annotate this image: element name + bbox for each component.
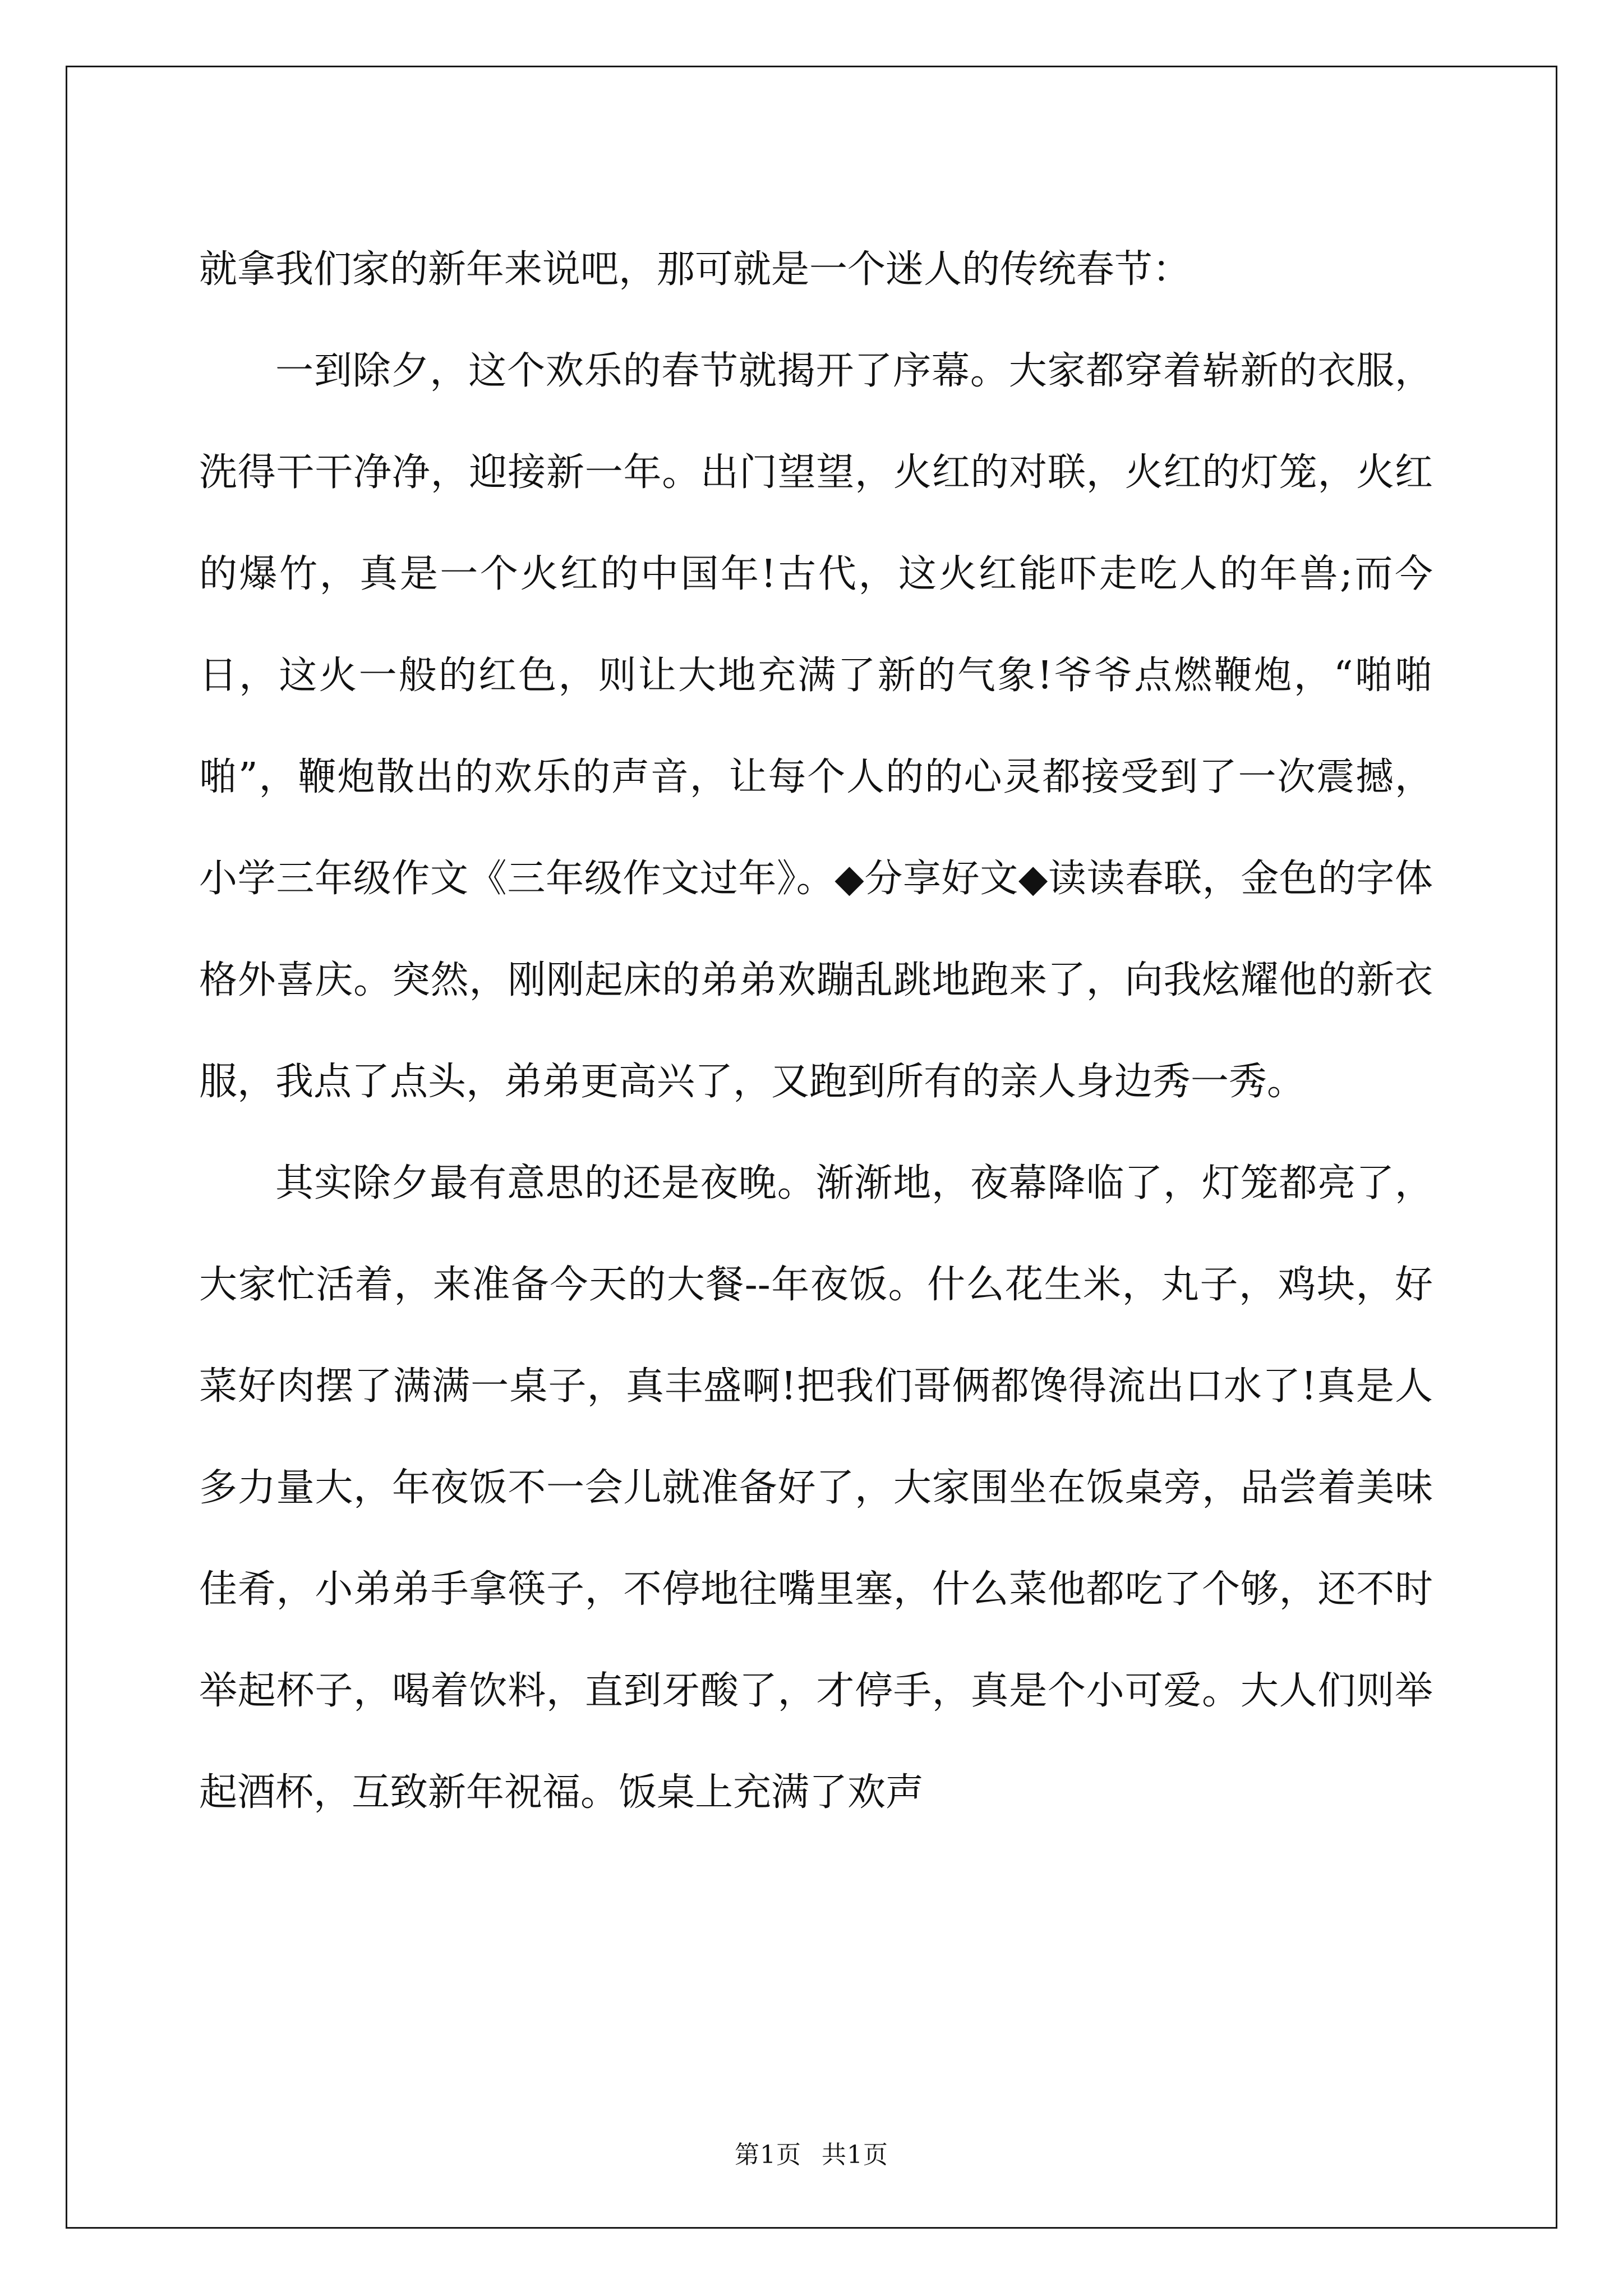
paragraph-2: 一到除夕，这个欢乐的春节就揭开了序幕。大家都穿着崭新的衣服，洗得干干净净，迎接新一年。出门望望，火红的对联，火红的灯笼，火红的爆竹，真是一个火红的中国年!古代，这火红能吓走吃人的年兽;而今日，这火一般的红色，则让大地充满了新的气象!爷爷点燃鞭炮，“啪啪啪”，鞭炮散出的欢乐的声音，让每个人的的心灵都接受到了一次震撼，小学三年级作文《三年级作文过年》。◆分享好文◆读读春联，金色的字体格外喜庆。突然，刚刚起床的弟弟欢蹦乱跳地跑来了，向我炫耀他的新衣服，我点了点头，弟弟更高兴了，又跑到所有的亲人身边秀一秀。 — [199, 349, 1433, 1104]
paragraph-1: 就拿我们家的新年来说吧，那可就是一个迷人的传统春节： — [199, 247, 1191, 292]
page-total: 共1页 — [822, 2141, 888, 2169]
document-body — [199, 219, 1433, 1843]
page-number: 第1页 — [735, 2141, 801, 2169]
paragraph-3: 其实除夕最有意思的还是夜晚。渐渐地，夜幕降临了，灯笼都亮了，大家忙活着，来准备今天的大餐--年夜饭。什么花生米，丸子，鸡块，好菜好肉摆了满满一桌子，真丰盛啊!把我们哥俩都馋得流出口水了!真是人多力量大，年夜饭不一会儿就准备好了，大家围坐在饭桌旁，品尝着美味佳肴，小弟弟手拿筷子，不停地往嘴里塞，什么菜他都吃了个够，还不时举起杯子，喝着饮料，直到牙酸了，才停手，真是个小可爱。大人们则举起酒杯，互致新年祝福。饭桌上充满了欢声 — [199, 1161, 1433, 1815]
page-footer — [0, 2134, 1623, 2170]
